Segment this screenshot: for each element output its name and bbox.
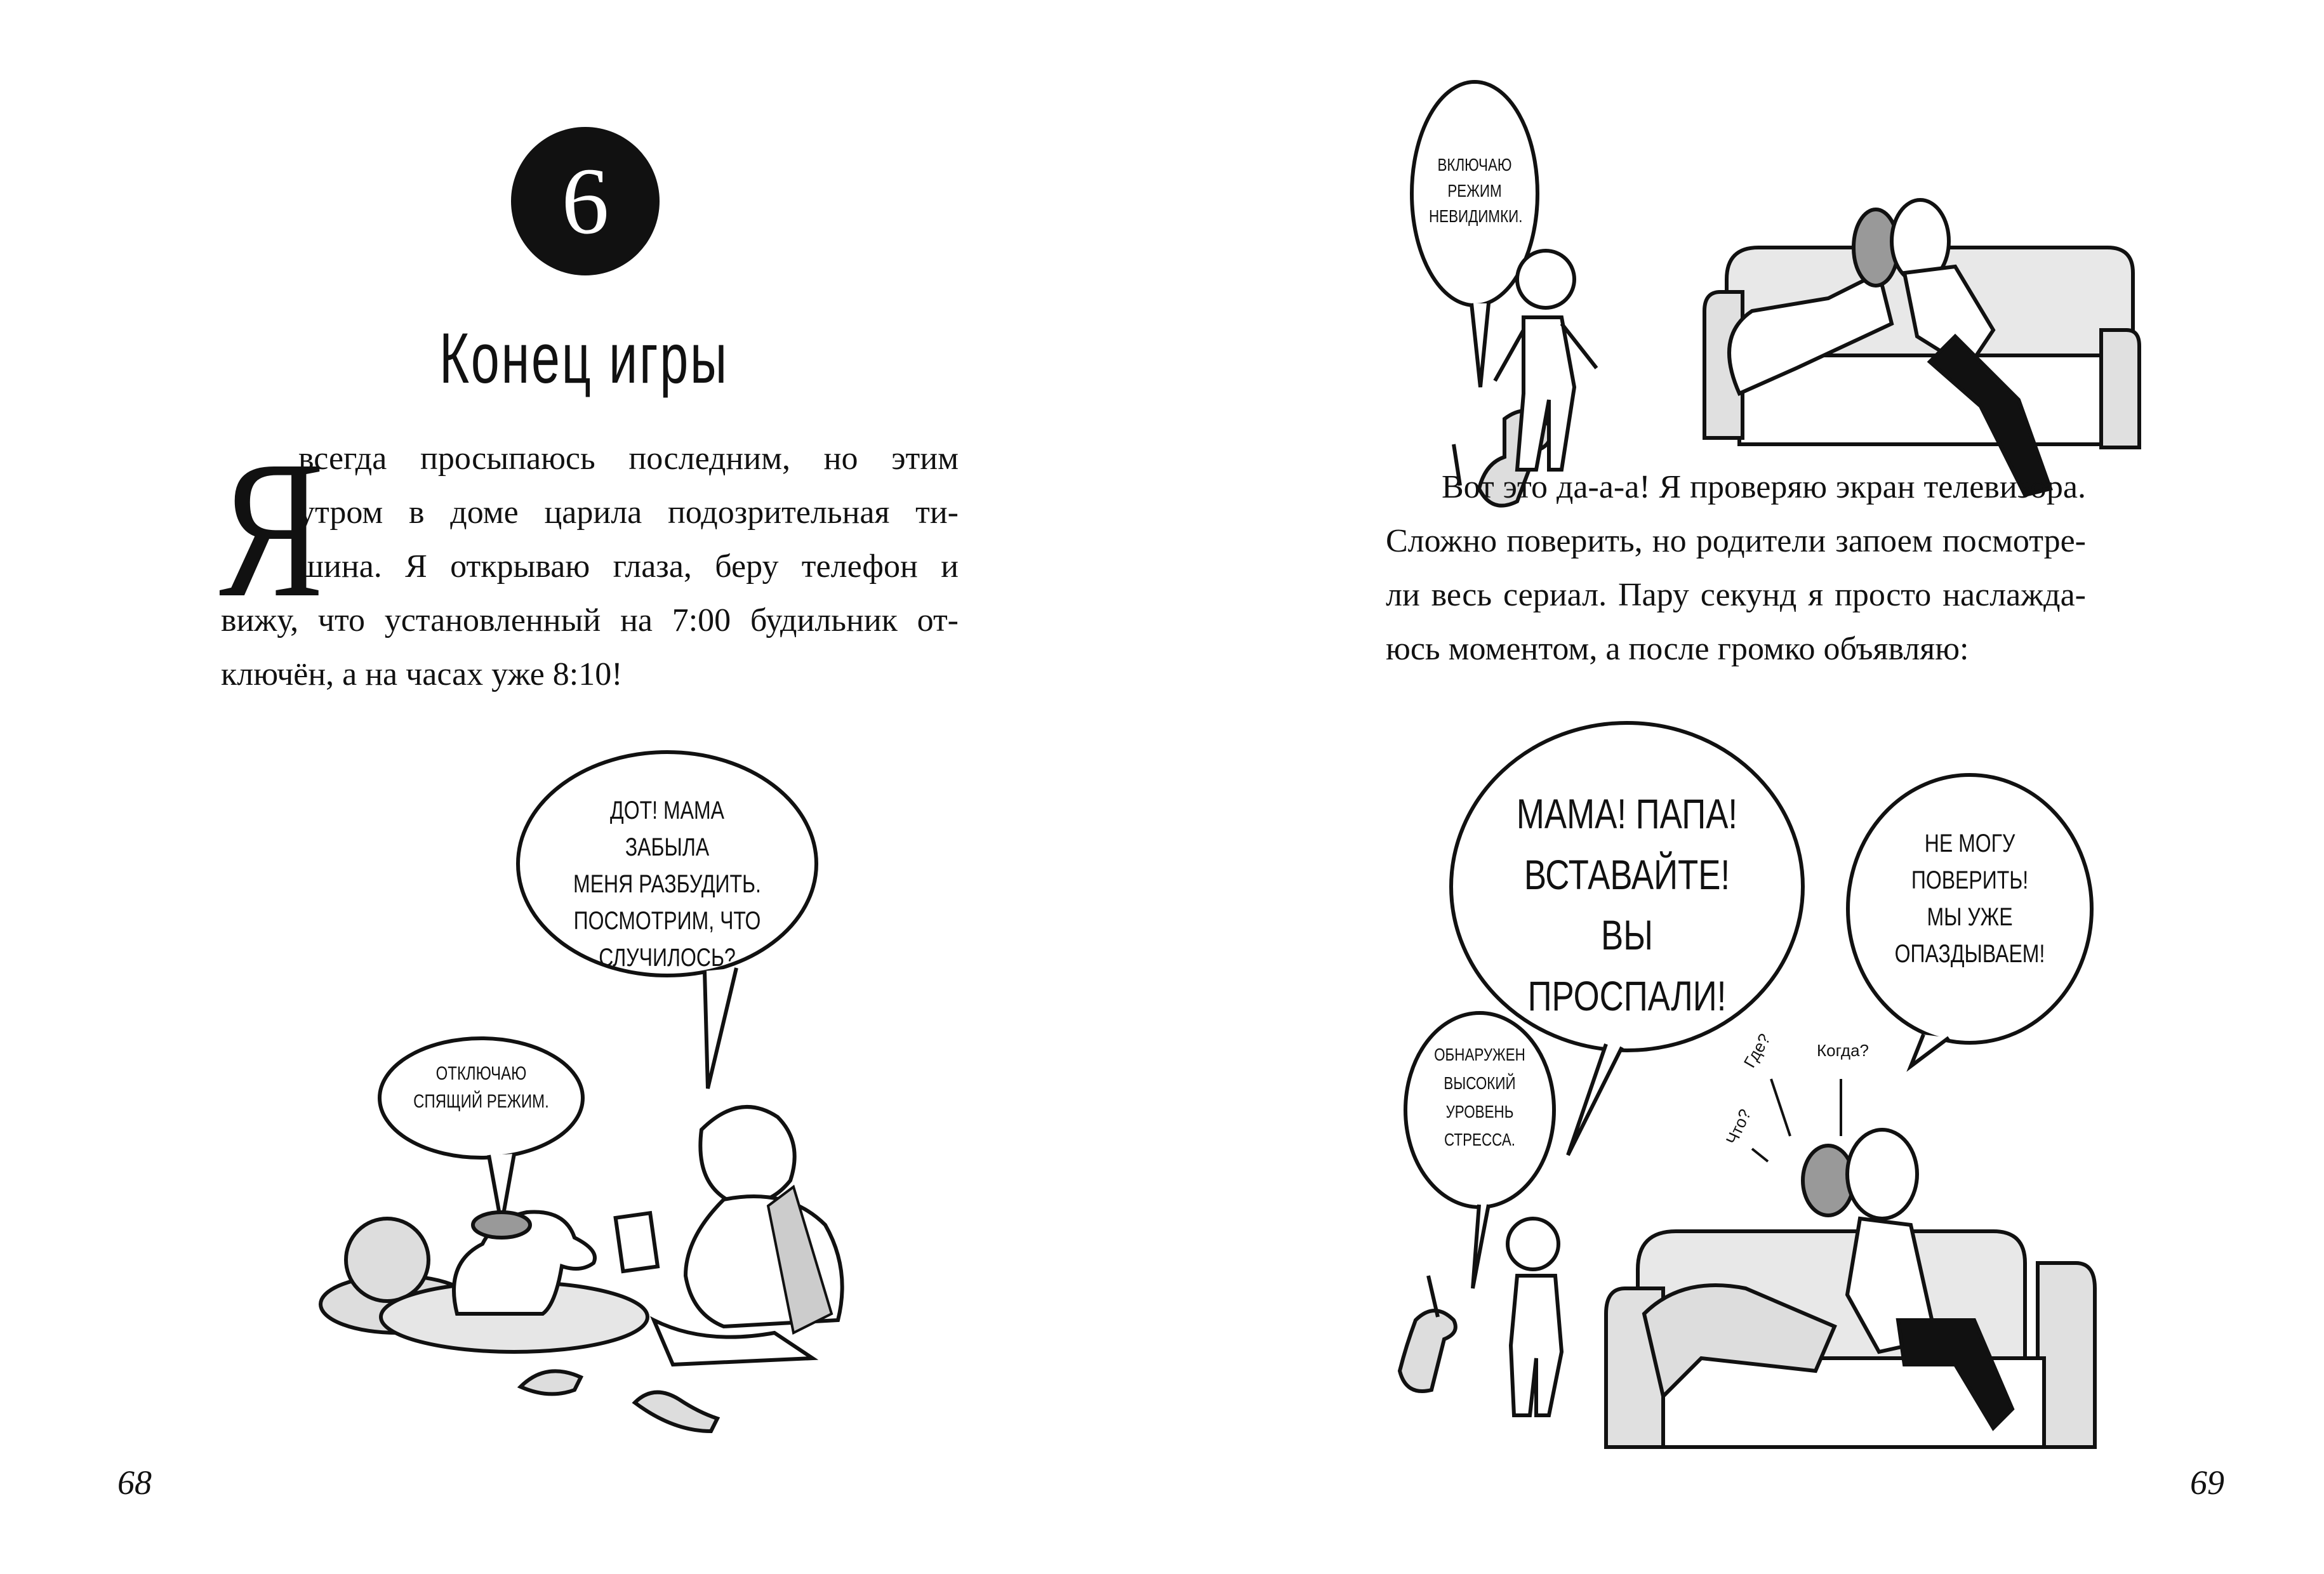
sofa-sleeping-parents-illustration — [1704, 200, 2139, 495]
bubble-line: ДОТ! МАМА ЗАБЫЛА — [610, 797, 724, 861]
bubble-line: ОПАЗДЫВАЕМ! — [1894, 940, 2045, 968]
bubble-line: ОБНАРУЖЕН — [1434, 1045, 1525, 1064]
bubble-text-dog-right — [1424, 1041, 1536, 1154]
shoes-illustration — [521, 1371, 717, 1431]
bubble-line: МАМА! ПАПА! — [1516, 790, 1738, 837]
bubble-line: ВКЛЮЧАЮ — [1437, 155, 1512, 175]
bubble-line: НЕ МОГУ — [1924, 830, 2015, 857]
dog-bed-illustration — [321, 1212, 647, 1352]
text-line: шина. Я открываю глаза, беру телефон и — [298, 548, 959, 585]
text-line: Вот это да-а-а! Я проверяю экран телевизора. — [1442, 469, 2086, 505]
bubble-line: ОТКЛЮЧАЮ — [435, 1063, 527, 1084]
bubble-line: УРОВЕНЬ — [1445, 1101, 1514, 1121]
bubble-line: НЕВИДИМКИ. — [1429, 206, 1523, 227]
bubble-text-boy-left — [566, 792, 769, 976]
bubble-line: МЫ УЖЕ — [1927, 903, 2013, 931]
left-body-text — [221, 432, 959, 701]
text-line: ли весь сериал. Пару секунд я просто наслажда- — [1386, 577, 2086, 613]
bubble-line: РЕЖИМ — [1447, 180, 1502, 201]
chapter-number-badge: 6 — [511, 127, 660, 275]
page-number-left: 68 — [117, 1464, 152, 1502]
bubble-line: ВЫСОКИЙ — [1444, 1073, 1516, 1093]
bubble-text-boy-right — [1500, 784, 1754, 1027]
right-body-text — [1386, 460, 2086, 676]
text-line: вижу, что установленный на 7:00 будильник от- — [221, 602, 959, 638]
text-line: ключён, а на часах уже 8:10! — [221, 656, 623, 692]
drop-cap: Я — [219, 421, 324, 638]
boy-with-phone-illustration — [616, 1107, 842, 1365]
bubble-line: ПОВЕРИТЬ! — [1911, 866, 2029, 894]
bubble-line: СПЯЩИЙ РЕЖИМ. — [413, 1090, 549, 1112]
bubble-line: СЛУЧИЛОСЬ? — [599, 944, 736, 972]
text-line: Сложно поверить, но родители запоем посмотре- — [1386, 523, 2086, 559]
sofa-awake-parents-illustration — [1606, 1130, 2095, 1447]
page-number-right: 69 — [2190, 1464, 2224, 1502]
bubble-line: СТРЕССА. — [1444, 1130, 1516, 1150]
text-line: утром в доме царила подозрительная ти- — [298, 494, 959, 531]
label-when: Когда? — [1817, 1041, 1869, 1060]
bubble-text-dog-left — [410, 1060, 552, 1115]
bubble-text-mom — [1889, 825, 2051, 972]
bubble-line: ВЫ ПРОСПАЛИ! — [1527, 911, 1727, 1020]
text-line: юсь моментом, а после громко объявляю: — [1386, 631, 1969, 667]
label-what: Что? — [1722, 1106, 1755, 1147]
bubble-text-dog-top — [1429, 152, 1523, 230]
bubble-line: МЕНЯ РАЗБУДИТЬ. — [573, 870, 761, 898]
text-line: всегда просыпаюсь последним, но этим — [298, 440, 959, 477]
chapter-title: Конец игры — [439, 319, 729, 398]
label-where: Где? — [1739, 1030, 1774, 1071]
bubble-line: ВСТАВАЙТЕ! — [1524, 850, 1730, 898]
bubble-line: ПОСМОТРИМ, ЧТО — [573, 907, 761, 935]
